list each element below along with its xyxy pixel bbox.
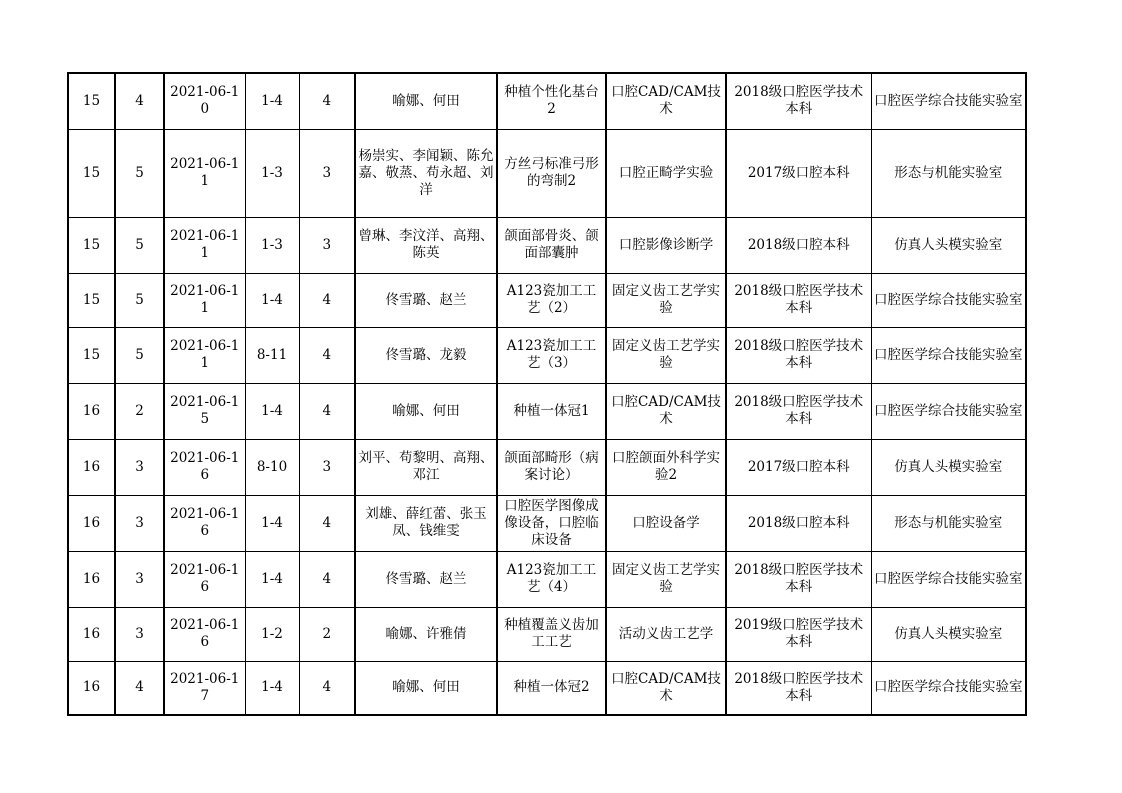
cell-course: 口腔CAD/CAM技术 bbox=[606, 661, 726, 715]
cell-class: 2018级口腔医学技术本科 bbox=[726, 273, 871, 327]
cell-topic: 种植覆盖义齿加工工艺 bbox=[497, 607, 606, 661]
cell-teachers: 刘平、苟黎明、高翔、邓江 bbox=[355, 439, 497, 495]
table-row bbox=[68, 439, 1026, 495]
cell-room: 口腔医学综合技能实验室 bbox=[871, 273, 1026, 327]
schedule-body bbox=[68, 73, 1026, 715]
cell-date: 2021-06-10 bbox=[164, 73, 245, 129]
cell-periods: 1-4 bbox=[245, 495, 299, 551]
cell-course: 口腔颌面外科学实验2 bbox=[606, 439, 726, 495]
cell-weekday: 4 bbox=[115, 73, 164, 129]
cell-week: 15 bbox=[68, 273, 115, 327]
cell-teachers: 喻娜、许雅倩 bbox=[355, 607, 497, 661]
cell-teachers: 佟雪璐、龙毅 bbox=[355, 327, 497, 383]
cell-hours: 4 bbox=[299, 495, 355, 551]
cell-date: 2021-06-16 bbox=[164, 439, 245, 495]
cell-weekday: 5 bbox=[115, 129, 164, 217]
cell-room: 仿真人头模实验室 bbox=[871, 607, 1026, 661]
cell-class: 2018级口腔医学技术本科 bbox=[726, 661, 871, 715]
cell-periods: 1-4 bbox=[245, 273, 299, 327]
cell-weekday: 5 bbox=[115, 327, 164, 383]
cell-periods: 1-3 bbox=[245, 217, 299, 273]
cell-room: 形态与机能实验室 bbox=[871, 129, 1026, 217]
cell-weekday: 4 bbox=[115, 661, 164, 715]
cell-weekday: 3 bbox=[115, 495, 164, 551]
cell-course: 固定义齿工艺学实验 bbox=[606, 327, 726, 383]
cell-periods: 8-10 bbox=[245, 439, 299, 495]
cell-periods: 1-4 bbox=[245, 73, 299, 129]
cell-weekday: 5 bbox=[115, 273, 164, 327]
cell-course: 固定义齿工艺学实验 bbox=[606, 551, 726, 607]
cell-teachers: 喻娜、何田 bbox=[355, 73, 497, 129]
table-row bbox=[68, 383, 1026, 439]
cell-room: 形态与机能实验室 bbox=[871, 495, 1026, 551]
cell-class: 2018级口腔本科 bbox=[726, 495, 871, 551]
cell-class: 2019级口腔医学技术本科 bbox=[726, 607, 871, 661]
cell-topic: 种植一体冠1 bbox=[497, 383, 606, 439]
cell-class: 2018级口腔医学技术本科 bbox=[726, 383, 871, 439]
cell-date: 2021-06-11 bbox=[164, 327, 245, 383]
cell-course: 口腔影像诊断学 bbox=[606, 217, 726, 273]
cell-weekday: 3 bbox=[115, 607, 164, 661]
cell-class: 2017级口腔本科 bbox=[726, 129, 871, 217]
table-row bbox=[68, 551, 1026, 607]
cell-topic: 口腔医学图像成像设备，口腔临床设备 bbox=[497, 495, 606, 551]
cell-weekday: 3 bbox=[115, 439, 164, 495]
cell-hours: 3 bbox=[299, 129, 355, 217]
cell-periods: 1-2 bbox=[245, 607, 299, 661]
cell-date: 2021-06-17 bbox=[164, 661, 245, 715]
cell-class: 2018级口腔本科 bbox=[726, 217, 871, 273]
schedule-table bbox=[67, 72, 1027, 716]
cell-teachers: 佟雪璐、赵兰 bbox=[355, 273, 497, 327]
cell-room: 口腔医学综合技能实验室 bbox=[871, 551, 1026, 607]
cell-date: 2021-06-11 bbox=[164, 217, 245, 273]
cell-hours: 4 bbox=[299, 383, 355, 439]
cell-date: 2021-06-15 bbox=[164, 383, 245, 439]
cell-date: 2021-06-16 bbox=[164, 551, 245, 607]
table-row bbox=[68, 495, 1026, 551]
cell-topic: 种植个性化基台2 bbox=[497, 73, 606, 129]
cell-topic: 方丝弓标准弓形的弯制2 bbox=[497, 129, 606, 217]
cell-teachers: 喻娜、何田 bbox=[355, 383, 497, 439]
cell-hours: 3 bbox=[299, 217, 355, 273]
cell-course: 口腔CAD/CAM技术 bbox=[606, 383, 726, 439]
cell-topic: 颌面部骨炎、颌面部囊肿 bbox=[497, 217, 606, 273]
cell-class: 2017级口腔本科 bbox=[726, 439, 871, 495]
table-row bbox=[68, 273, 1026, 327]
table-row bbox=[68, 217, 1026, 273]
cell-room: 口腔医学综合技能实验室 bbox=[871, 383, 1026, 439]
cell-teachers: 喻娜、何田 bbox=[355, 661, 497, 715]
cell-hours: 4 bbox=[299, 551, 355, 607]
cell-periods: 1-4 bbox=[245, 383, 299, 439]
cell-week: 16 bbox=[68, 607, 115, 661]
cell-room: 仿真人头模实验室 bbox=[871, 439, 1026, 495]
cell-room: 口腔医学综合技能实验室 bbox=[871, 327, 1026, 383]
cell-course: 口腔CAD/CAM技术 bbox=[606, 73, 726, 129]
table-row bbox=[68, 327, 1026, 383]
cell-date: 2021-06-11 bbox=[164, 273, 245, 327]
cell-week: 15 bbox=[68, 129, 115, 217]
cell-week: 16 bbox=[68, 439, 115, 495]
cell-week: 15 bbox=[68, 327, 115, 383]
cell-course: 口腔设备学 bbox=[606, 495, 726, 551]
table-row bbox=[68, 661, 1026, 715]
cell-week: 15 bbox=[68, 73, 115, 129]
cell-course: 活动义齿工艺学 bbox=[606, 607, 726, 661]
table-row bbox=[68, 73, 1026, 129]
cell-topic: 种植一体冠2 bbox=[497, 661, 606, 715]
cell-course: 固定义齿工艺学实验 bbox=[606, 273, 726, 327]
cell-date: 2021-06-16 bbox=[164, 495, 245, 551]
cell-topic: 颌面部畸形（病案讨论） bbox=[497, 439, 606, 495]
cell-date: 2021-06-16 bbox=[164, 607, 245, 661]
cell-teachers: 刘雄、薛红蕾、张玉凤、钱维雯 bbox=[355, 495, 497, 551]
cell-week: 16 bbox=[68, 661, 115, 715]
cell-periods: 8-11 bbox=[245, 327, 299, 383]
cell-week: 15 bbox=[68, 217, 115, 273]
cell-weekday: 5 bbox=[115, 217, 164, 273]
cell-teachers: 佟雪璐、赵兰 bbox=[355, 551, 497, 607]
cell-week: 16 bbox=[68, 383, 115, 439]
cell-week: 16 bbox=[68, 551, 115, 607]
cell-teachers: 曾琳、李汶洋、高翔、陈英 bbox=[355, 217, 497, 273]
cell-hours: 4 bbox=[299, 273, 355, 327]
cell-periods: 1-3 bbox=[245, 129, 299, 217]
cell-topic: A123瓷加工工艺（3） bbox=[497, 327, 606, 383]
cell-periods: 1-4 bbox=[245, 551, 299, 607]
cell-topic: A123瓷加工工艺（4） bbox=[497, 551, 606, 607]
cell-date: 2021-06-11 bbox=[164, 129, 245, 217]
cell-course: 口腔正畸学实验 bbox=[606, 129, 726, 217]
cell-teachers: 杨崇实、李闻颖、陈允嘉、敬蒸、苟永超、刘洋 bbox=[355, 129, 497, 217]
table-row bbox=[68, 607, 1026, 661]
cell-class: 2018级口腔医学技术本科 bbox=[726, 551, 871, 607]
table-row bbox=[68, 129, 1026, 217]
cell-topic: A123瓷加工工艺（2） bbox=[497, 273, 606, 327]
cell-room: 口腔医学综合技能实验室 bbox=[871, 73, 1026, 129]
cell-hours: 4 bbox=[299, 327, 355, 383]
cell-week: 16 bbox=[68, 495, 115, 551]
cell-room: 口腔医学综合技能实验室 bbox=[871, 661, 1026, 715]
cell-class: 2018级口腔医学技术本科 bbox=[726, 73, 871, 129]
cell-class: 2018级口腔医学技术本科 bbox=[726, 327, 871, 383]
cell-hours: 4 bbox=[299, 661, 355, 715]
cell-weekday: 3 bbox=[115, 551, 164, 607]
cell-room: 仿真人头模实验室 bbox=[871, 217, 1026, 273]
cell-hours: 2 bbox=[299, 607, 355, 661]
cell-hours: 3 bbox=[299, 439, 355, 495]
cell-weekday: 2 bbox=[115, 383, 164, 439]
cell-hours: 4 bbox=[299, 73, 355, 129]
cell-periods: 1-4 bbox=[245, 661, 299, 715]
